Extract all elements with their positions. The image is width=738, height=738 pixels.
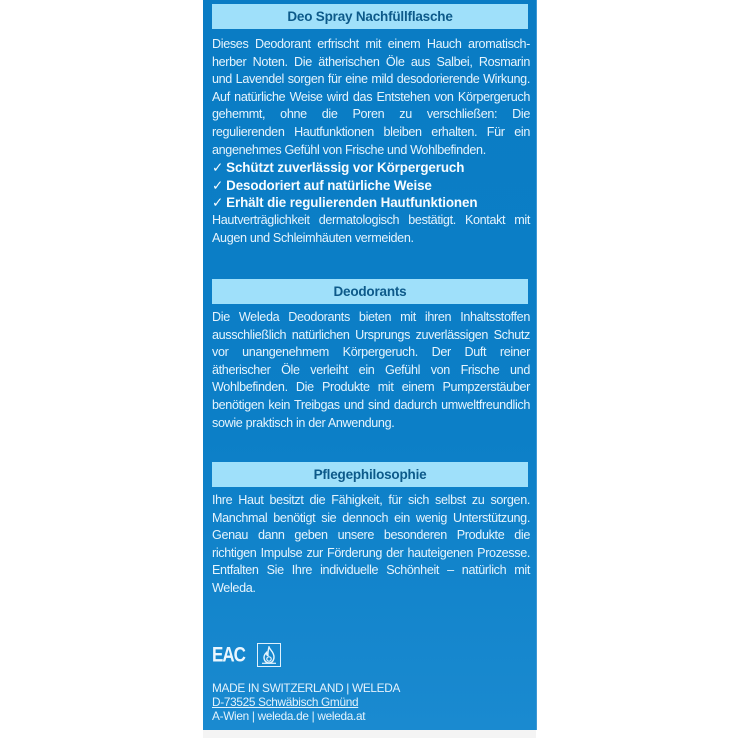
- certification-marks: [212, 641, 281, 669]
- section-paragraph: Die Weleda Deodorants bieten mit ihren Inhaltsstoffen ausschließlich natürlichen Ursprungs zuverlässigen Schutz vor unangenehmem Körpergeruch. Der Duft reiner ätherischer Öle verleiht ein Gefühl von Frische und Wohlbefinden. Die Produkte mit einem Pumpzerstäuber benötigen kein Treibgas und sind dadurch umweltfreundlich sowie praktisch in der Anwendung.: [212, 310, 530, 430]
- check-item-label: Erhält die regulierenden Hautfunktionen: [226, 195, 478, 211]
- section-body-deo-spray: [212, 36, 530, 247]
- section-header-pflegephilosophie: Pflegephilosophie: [212, 462, 528, 487]
- product-info-panel: [203, 0, 537, 730]
- check-item: [212, 159, 530, 177]
- section-body-pflegephilosophie: [212, 492, 530, 598]
- check-item-label: Schützt zuverlässig vor Körpergeruch: [226, 160, 465, 176]
- panel-bottom-edge: [203, 730, 536, 738]
- manufacturer-info: [212, 681, 400, 723]
- check-item-label: Desodoriert auf natürliche Weise: [226, 177, 432, 193]
- section-paragraph: Ihre Haut besitzt die Fähigkeit, für sich selbst zu sorgen. Manchmal benötigt sie dennoch ein wenig Unterstützung. Genau dann geben unsere besonderen Produkte die richtigen Impulse zur Förderung der hauteigenen Prozesse. Entfalten Sie Ihre individuelle Schönheit – natürlich mit Weleda.: [212, 493, 530, 595]
- footer-line-web: A-Wien | weleda.de | weleda.at: [212, 709, 366, 723]
- section-paragraph: Dieses Deodorant erfrischt mit einem Hauch aromatisch-herber Noten. Die ätherischen Öle aus Salbei, Rosmarin und Lavendel sorgen für eine mild desodorierende Wirkung. Auf natürliche Weise wird das Entstehen von Körpergeruch gehemmt, ohne die Poren zu verschließen: Die regulierenden Hautfunktionen bleiben erhalten. Für ein angenehmes Gefühl von Frische und Wohlbefinden.: [212, 37, 530, 157]
- check-icon: ✓: [212, 195, 224, 211]
- section-note: Hautverträglichkeit dermatologisch bestätigt. Kontakt mit Augen und Schleimhäuten vermeiden.: [212, 212, 530, 245]
- check-icon: ✓: [212, 177, 224, 193]
- section-header-deodorants: Deodorants: [212, 279, 528, 304]
- footer-line-address: D-73525 Schwäbisch Gmünd: [212, 695, 359, 709]
- eac-mark: EAC: [212, 642, 245, 667]
- check-item: [212, 177, 530, 195]
- check-icon: ✓: [212, 160, 224, 176]
- section-header-deo-spray: Deo Spray Nachfüllflasche: [212, 4, 528, 29]
- flame-icon: [257, 643, 281, 667]
- section-body-deodorants: [212, 309, 530, 432]
- check-item: [212, 194, 530, 212]
- footer-line-origin: MADE IN SWITZERLAND | WELEDA: [212, 681, 401, 695]
